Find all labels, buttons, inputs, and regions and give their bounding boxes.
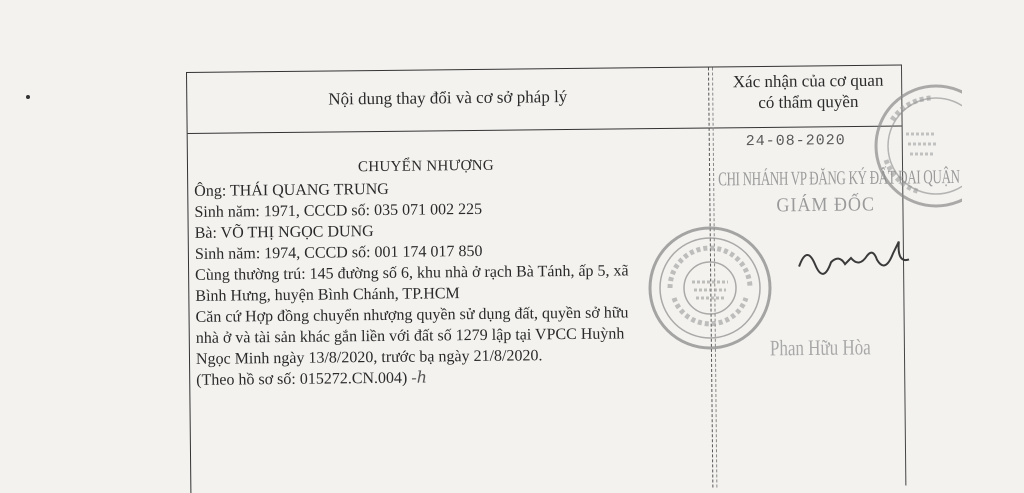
- detail-line: Ông: THÁI QUANG TRUNG: [194, 180, 389, 200]
- partial-seal-icon: [872, 80, 962, 212]
- header-left-label: Nội dung thay đổi và cơ sở pháp lý: [328, 87, 568, 109]
- signature-icon: [789, 233, 930, 284]
- office-stamp-text: CHI NHÁNH VP ĐĂNG KÝ ĐẤT ĐAI QUẬN: [718, 164, 960, 190]
- detail-line: Sinh năm: 1974, CCCD số: 001 174 017 850: [194, 242, 483, 263]
- initials-mark: -ℎ: [411, 369, 428, 387]
- transfer-details: [194, 176, 708, 391]
- detail-line: Sinh năm: 1971, CCCD số: 035 071 002 225: [194, 200, 483, 221]
- detail-line: Bình Hưng, huyện Bình Chánh, TP.HCM: [195, 285, 460, 305]
- detail-line: Căn cứ Hợp đồng chuyển nhượng quyền sử dụng đất, quyền sở hữu: [195, 304, 629, 326]
- detail-line: [196, 365, 708, 391]
- detail-line: nhà ở và tài sản khác gắn liền với đất số 1279 lập tại VPCC Huỳnh: [195, 325, 625, 347]
- position-title: GIÁM ĐỐC: [776, 192, 876, 216]
- transfer-title: CHUYỂN NHƯỢNG: [357, 157, 495, 176]
- header-right-line1: Xác nhận của cơ quan: [732, 70, 884, 92]
- confirmation-date: 24-08-2020: [745, 132, 846, 151]
- detail-line: Ngọc Minh ngày 13/8/2020, trước bạ ngày 21/8/2020.: [195, 347, 543, 368]
- official-seal-icon: [646, 224, 774, 352]
- detail-line: Bà: VÕ THỊ NGỌC DUNG: [194, 223, 374, 242]
- signer-name: Phan Hữu Hòa: [769, 334, 871, 361]
- header-right-line2: có thẩm quyền: [758, 91, 859, 113]
- land-certificate-form: [186, 65, 960, 493]
- detail-line: Cùng thường trú: 145 đường số 6, khu nhà ở rạch Bà Tánh, ấp 5, xã: [195, 262, 629, 284]
- bullet-dot: [26, 95, 30, 99]
- file-number: (Theo hồ sơ số: 015272.CN.004): [196, 369, 408, 389]
